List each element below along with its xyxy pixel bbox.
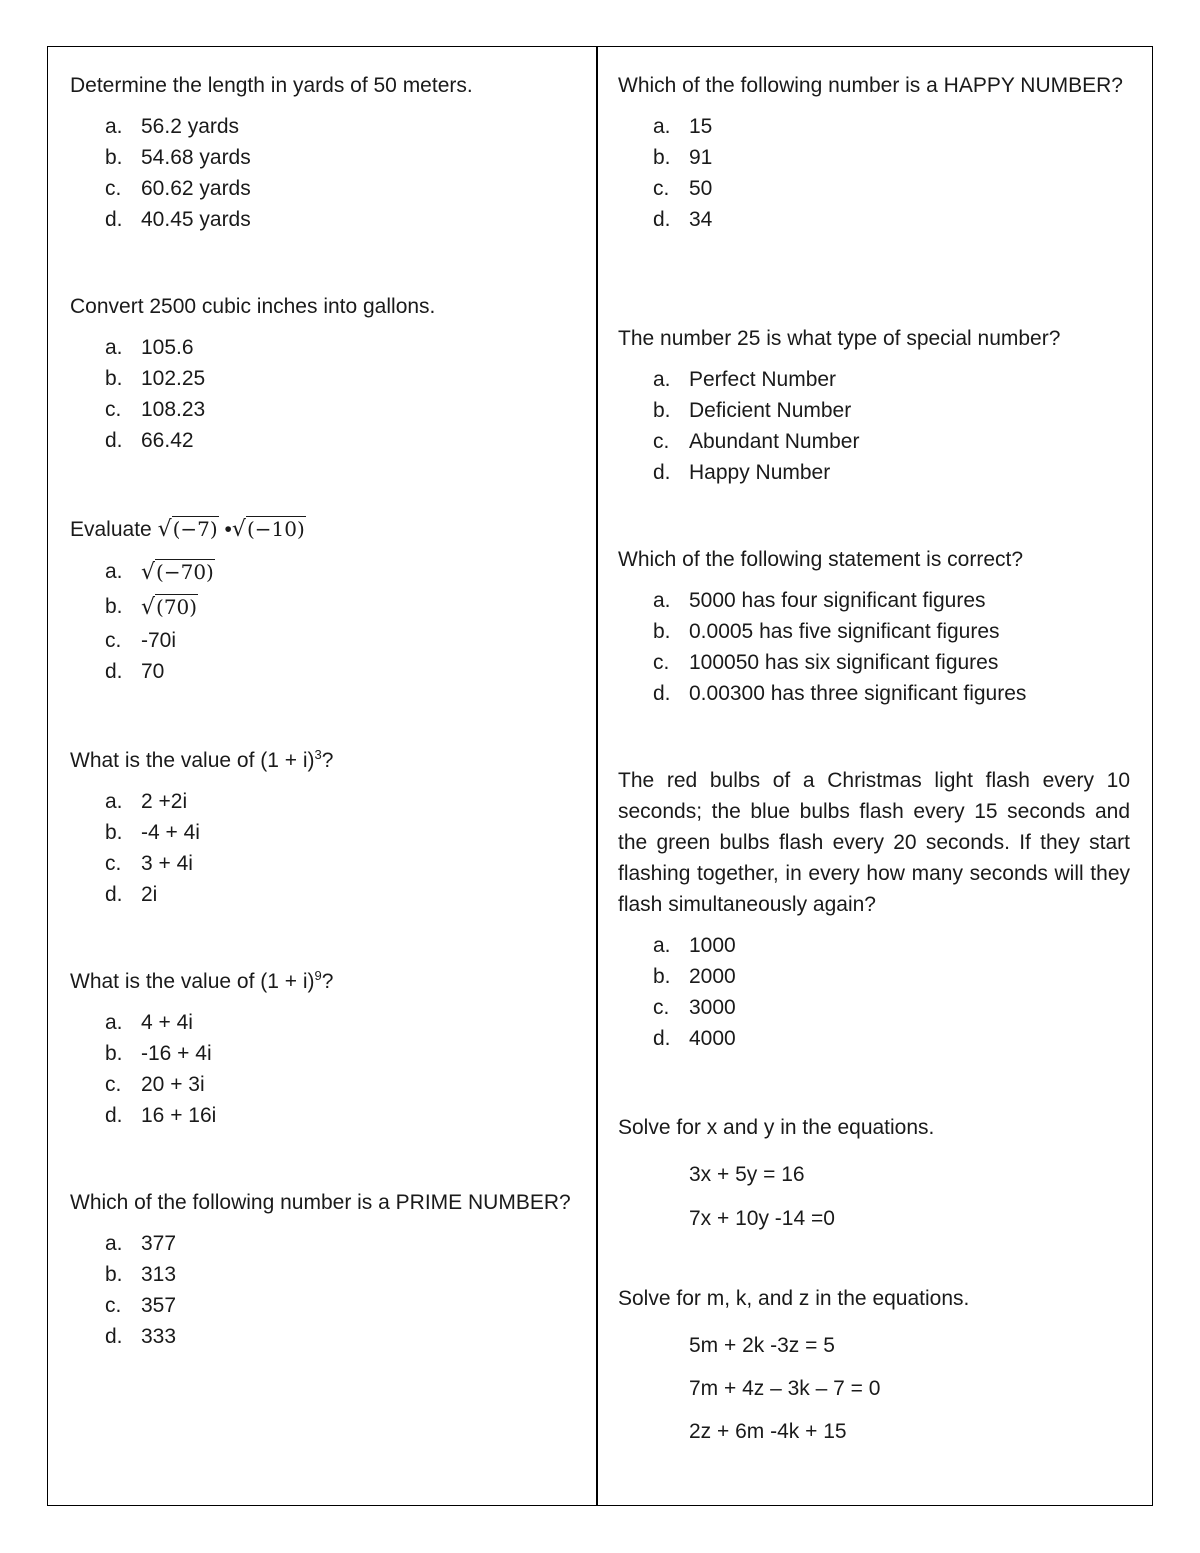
option-b bbox=[70, 590, 582, 625]
option-letter: a. bbox=[105, 1011, 123, 1034]
option-list bbox=[70, 1007, 582, 1131]
question-stem: Solve for x and y in the equations. bbox=[618, 1116, 935, 1139]
option-letter: a. bbox=[653, 934, 671, 957]
option-text: 0.0005 has five significant figures bbox=[689, 620, 1000, 643]
option-text: Abundant Number bbox=[689, 430, 860, 453]
option-text: 70 bbox=[141, 660, 165, 683]
question-evaluate-roots bbox=[70, 514, 582, 687]
option-b bbox=[618, 142, 1130, 173]
option-text: 377 bbox=[141, 1232, 177, 1255]
option-b bbox=[618, 961, 1130, 992]
option-text: -70i bbox=[141, 629, 177, 652]
option-letter: d. bbox=[105, 1325, 123, 1348]
option-text: 16 + 16i bbox=[141, 1104, 217, 1127]
stem-suffix: ? bbox=[321, 749, 334, 772]
option-d bbox=[70, 656, 582, 687]
option-letter: b. bbox=[105, 1263, 123, 1286]
option-b bbox=[618, 395, 1130, 426]
option-text: 56.2 yards bbox=[141, 115, 240, 138]
option-a bbox=[618, 930, 1130, 961]
option-text: 4 + 4i bbox=[141, 1011, 193, 1034]
question-complex-power-9 bbox=[70, 966, 582, 1131]
question-solve-x-y bbox=[618, 1112, 1130, 1241]
option-d bbox=[70, 1100, 582, 1131]
question-stem: Solve for m, k, and z in the equations. bbox=[618, 1287, 970, 1310]
question-christmas-lights bbox=[618, 765, 1130, 1054]
option-c bbox=[70, 848, 582, 879]
option-b bbox=[70, 142, 582, 173]
sqrt-symbol: √ bbox=[141, 595, 156, 620]
question-stem: Which of the following number is a HAPPY NUMBER? bbox=[618, 74, 1123, 97]
stem-text: What is the value of (1 + i) bbox=[70, 970, 315, 993]
option-letter: b. bbox=[105, 367, 123, 390]
option-letter: d. bbox=[105, 429, 123, 452]
option-letter: b. bbox=[105, 595, 123, 618]
option-a bbox=[70, 786, 582, 817]
option-list bbox=[618, 364, 1130, 488]
option-list bbox=[70, 786, 582, 910]
option-letter: c. bbox=[653, 996, 670, 1019]
exponent: 9 bbox=[314, 968, 322, 983]
radical-expression bbox=[232, 518, 306, 541]
option-text: 60.62 yards bbox=[141, 177, 251, 200]
option-text: 313 bbox=[141, 1263, 177, 1286]
option-text: 102.25 bbox=[141, 367, 206, 390]
stem-text: What is the value of (1 + i) bbox=[70, 749, 315, 772]
equation-line: 5m + 2k -3z = 5 bbox=[689, 1334, 835, 1357]
option-text: 2 +2i bbox=[141, 790, 188, 813]
option-letter: b. bbox=[653, 399, 671, 422]
sqrt-symbol: √ bbox=[231, 517, 246, 542]
question-stem: Which of the following statement is correct? bbox=[618, 548, 1024, 571]
option-list bbox=[70, 332, 582, 456]
option-text: 54.68 yards bbox=[141, 146, 251, 169]
option-b bbox=[618, 616, 1130, 647]
option-text: 20 + 3i bbox=[141, 1073, 205, 1096]
option-list bbox=[618, 930, 1130, 1054]
option-b bbox=[70, 363, 582, 394]
question-stem: The red bulbs of a Christmas light flash every 10 seconds; the blue bulbs flash every 15 seconds and the green bulbs flash every 20 seconds. If they start flashing together, in every how many seconds will they flash simultaneously again? bbox=[618, 769, 1130, 916]
option-d bbox=[618, 678, 1130, 709]
equation-list bbox=[618, 1324, 1130, 1453]
option-letter: d. bbox=[653, 461, 671, 484]
option-text: 3000 bbox=[689, 996, 736, 1019]
radical-expression bbox=[141, 596, 198, 619]
option-letter: d. bbox=[105, 208, 123, 231]
option-b bbox=[70, 1259, 582, 1290]
option-letter: c. bbox=[653, 651, 670, 674]
option-letter: c. bbox=[105, 1294, 122, 1317]
radicand: (−70) bbox=[156, 560, 214, 584]
option-letter: d. bbox=[653, 208, 671, 231]
option-text: 5000 has four significant figures bbox=[689, 589, 986, 612]
option-letter: a. bbox=[105, 790, 123, 813]
option-letter: b. bbox=[653, 620, 671, 643]
radical-expression bbox=[141, 561, 215, 584]
question-stem: Which of the following number is a PRIME NUMBER? bbox=[70, 1191, 571, 1214]
option-text: 50 bbox=[689, 177, 713, 200]
column-divider bbox=[596, 46, 598, 1506]
radicand: (70) bbox=[156, 595, 198, 619]
sqrt-symbol: √ bbox=[141, 560, 156, 585]
equation-list bbox=[618, 1153, 1130, 1241]
equation-line: 3x + 5y = 16 bbox=[689, 1163, 805, 1186]
option-c bbox=[618, 173, 1130, 204]
option-d bbox=[70, 879, 582, 910]
option-text: 34 bbox=[689, 208, 713, 231]
option-letter: b. bbox=[105, 146, 123, 169]
option-b bbox=[70, 1038, 582, 1069]
equation-line: 7x + 10y -14 =0 bbox=[689, 1207, 835, 1230]
option-list bbox=[70, 111, 582, 235]
option-text: 66.42 bbox=[141, 429, 194, 452]
option-d bbox=[70, 425, 582, 456]
option-letter: a. bbox=[653, 115, 671, 138]
option-c bbox=[70, 173, 582, 204]
option-letter: c. bbox=[105, 629, 122, 652]
radicand: (−7) bbox=[172, 517, 218, 541]
question-stem: Convert 2500 cubic inches into gallons. bbox=[70, 295, 436, 318]
option-text: -16 + 4i bbox=[141, 1042, 212, 1065]
option-a bbox=[618, 111, 1130, 142]
option-b bbox=[70, 817, 582, 848]
question-complex-power-3 bbox=[70, 745, 582, 910]
option-letter: b. bbox=[105, 1042, 123, 1065]
option-a bbox=[70, 111, 582, 142]
option-text: 40.45 yards bbox=[141, 208, 251, 231]
option-text: 0.00300 has three significant figures bbox=[689, 682, 1027, 705]
option-c bbox=[70, 1069, 582, 1100]
option-text: 3 + 4i bbox=[141, 852, 193, 875]
option-text: 357 bbox=[141, 1294, 177, 1317]
option-text: 108.23 bbox=[141, 398, 206, 421]
option-text: Deficient Number bbox=[689, 399, 852, 422]
option-letter: b. bbox=[653, 965, 671, 988]
option-list bbox=[618, 585, 1130, 709]
option-letter: c. bbox=[105, 1073, 122, 1096]
equation-line: 7m + 4z – 3k – 7 = 0 bbox=[689, 1377, 881, 1400]
question-solve-m-k-z bbox=[618, 1283, 1130, 1453]
option-letter: c. bbox=[105, 177, 122, 200]
option-letter: c. bbox=[653, 177, 670, 200]
question-stem: The number 25 is what type of special number? bbox=[618, 327, 1061, 350]
question-stem bbox=[70, 966, 582, 997]
sqrt-symbol: √ bbox=[157, 517, 172, 542]
option-letter: a. bbox=[653, 368, 671, 391]
option-letter: c. bbox=[105, 398, 122, 421]
option-letter: b. bbox=[105, 821, 123, 844]
question-length-yards bbox=[70, 70, 582, 235]
option-d bbox=[70, 204, 582, 235]
stem-text: Evaluate bbox=[70, 518, 152, 541]
option-letter: d. bbox=[105, 660, 123, 683]
option-d bbox=[618, 1023, 1130, 1054]
question-happy-number bbox=[618, 70, 1130, 235]
question-stem: Determine the length in yards of 50 meters. bbox=[70, 74, 473, 97]
option-a bbox=[70, 332, 582, 363]
option-c bbox=[618, 647, 1130, 678]
option-letter: d. bbox=[653, 1027, 671, 1050]
option-text: 2000 bbox=[689, 965, 736, 988]
option-letter: d. bbox=[105, 883, 123, 906]
question-prime-number bbox=[70, 1187, 582, 1352]
option-d bbox=[618, 457, 1130, 488]
option-a bbox=[70, 1007, 582, 1038]
option-list bbox=[618, 111, 1130, 235]
option-c bbox=[618, 992, 1130, 1023]
option-letter: a. bbox=[105, 1232, 123, 1255]
multiply-dot: • bbox=[224, 518, 232, 541]
option-a bbox=[618, 585, 1130, 616]
option-letter: d. bbox=[653, 682, 671, 705]
option-d bbox=[70, 1321, 582, 1352]
option-letter: c. bbox=[105, 852, 122, 875]
radical-expression bbox=[158, 518, 219, 541]
option-c bbox=[618, 426, 1130, 457]
option-text: 333 bbox=[141, 1325, 177, 1348]
option-list bbox=[70, 555, 582, 687]
option-text: Happy Number bbox=[689, 461, 831, 484]
option-text: 91 bbox=[689, 146, 713, 169]
radicand: (−10) bbox=[246, 517, 305, 541]
option-letter: a. bbox=[105, 560, 123, 583]
option-letter: a. bbox=[105, 115, 123, 138]
option-text: 2i bbox=[141, 883, 158, 906]
option-c bbox=[70, 625, 582, 656]
option-letter: a. bbox=[653, 589, 671, 612]
option-c bbox=[70, 1290, 582, 1321]
option-text: 4000 bbox=[689, 1027, 736, 1050]
question-special-number bbox=[618, 323, 1130, 488]
option-letter: d. bbox=[105, 1104, 123, 1127]
option-text: 100050 has six significant figures bbox=[689, 651, 999, 674]
equation-line: 2z + 6m -4k + 15 bbox=[689, 1420, 847, 1443]
question-significant-figures bbox=[618, 544, 1130, 709]
option-a bbox=[618, 364, 1130, 395]
option-text: 15 bbox=[689, 115, 713, 138]
option-letter: b. bbox=[653, 146, 671, 169]
option-letter: a. bbox=[105, 336, 123, 359]
option-a bbox=[70, 1228, 582, 1259]
question-stem bbox=[70, 745, 582, 776]
stem-suffix: ? bbox=[321, 970, 334, 993]
option-text: Perfect Number bbox=[689, 368, 837, 391]
exponent: 3 bbox=[314, 747, 322, 762]
option-a bbox=[70, 555, 582, 590]
option-c bbox=[70, 394, 582, 425]
question-stem bbox=[70, 514, 582, 545]
option-d bbox=[618, 204, 1130, 235]
option-text: -4 + 4i bbox=[141, 821, 200, 844]
question-cubic-inches bbox=[70, 291, 582, 456]
option-text: 1000 bbox=[689, 934, 736, 957]
option-letter: c. bbox=[653, 430, 670, 453]
option-text: 105.6 bbox=[141, 336, 194, 359]
option-list bbox=[70, 1228, 582, 1352]
